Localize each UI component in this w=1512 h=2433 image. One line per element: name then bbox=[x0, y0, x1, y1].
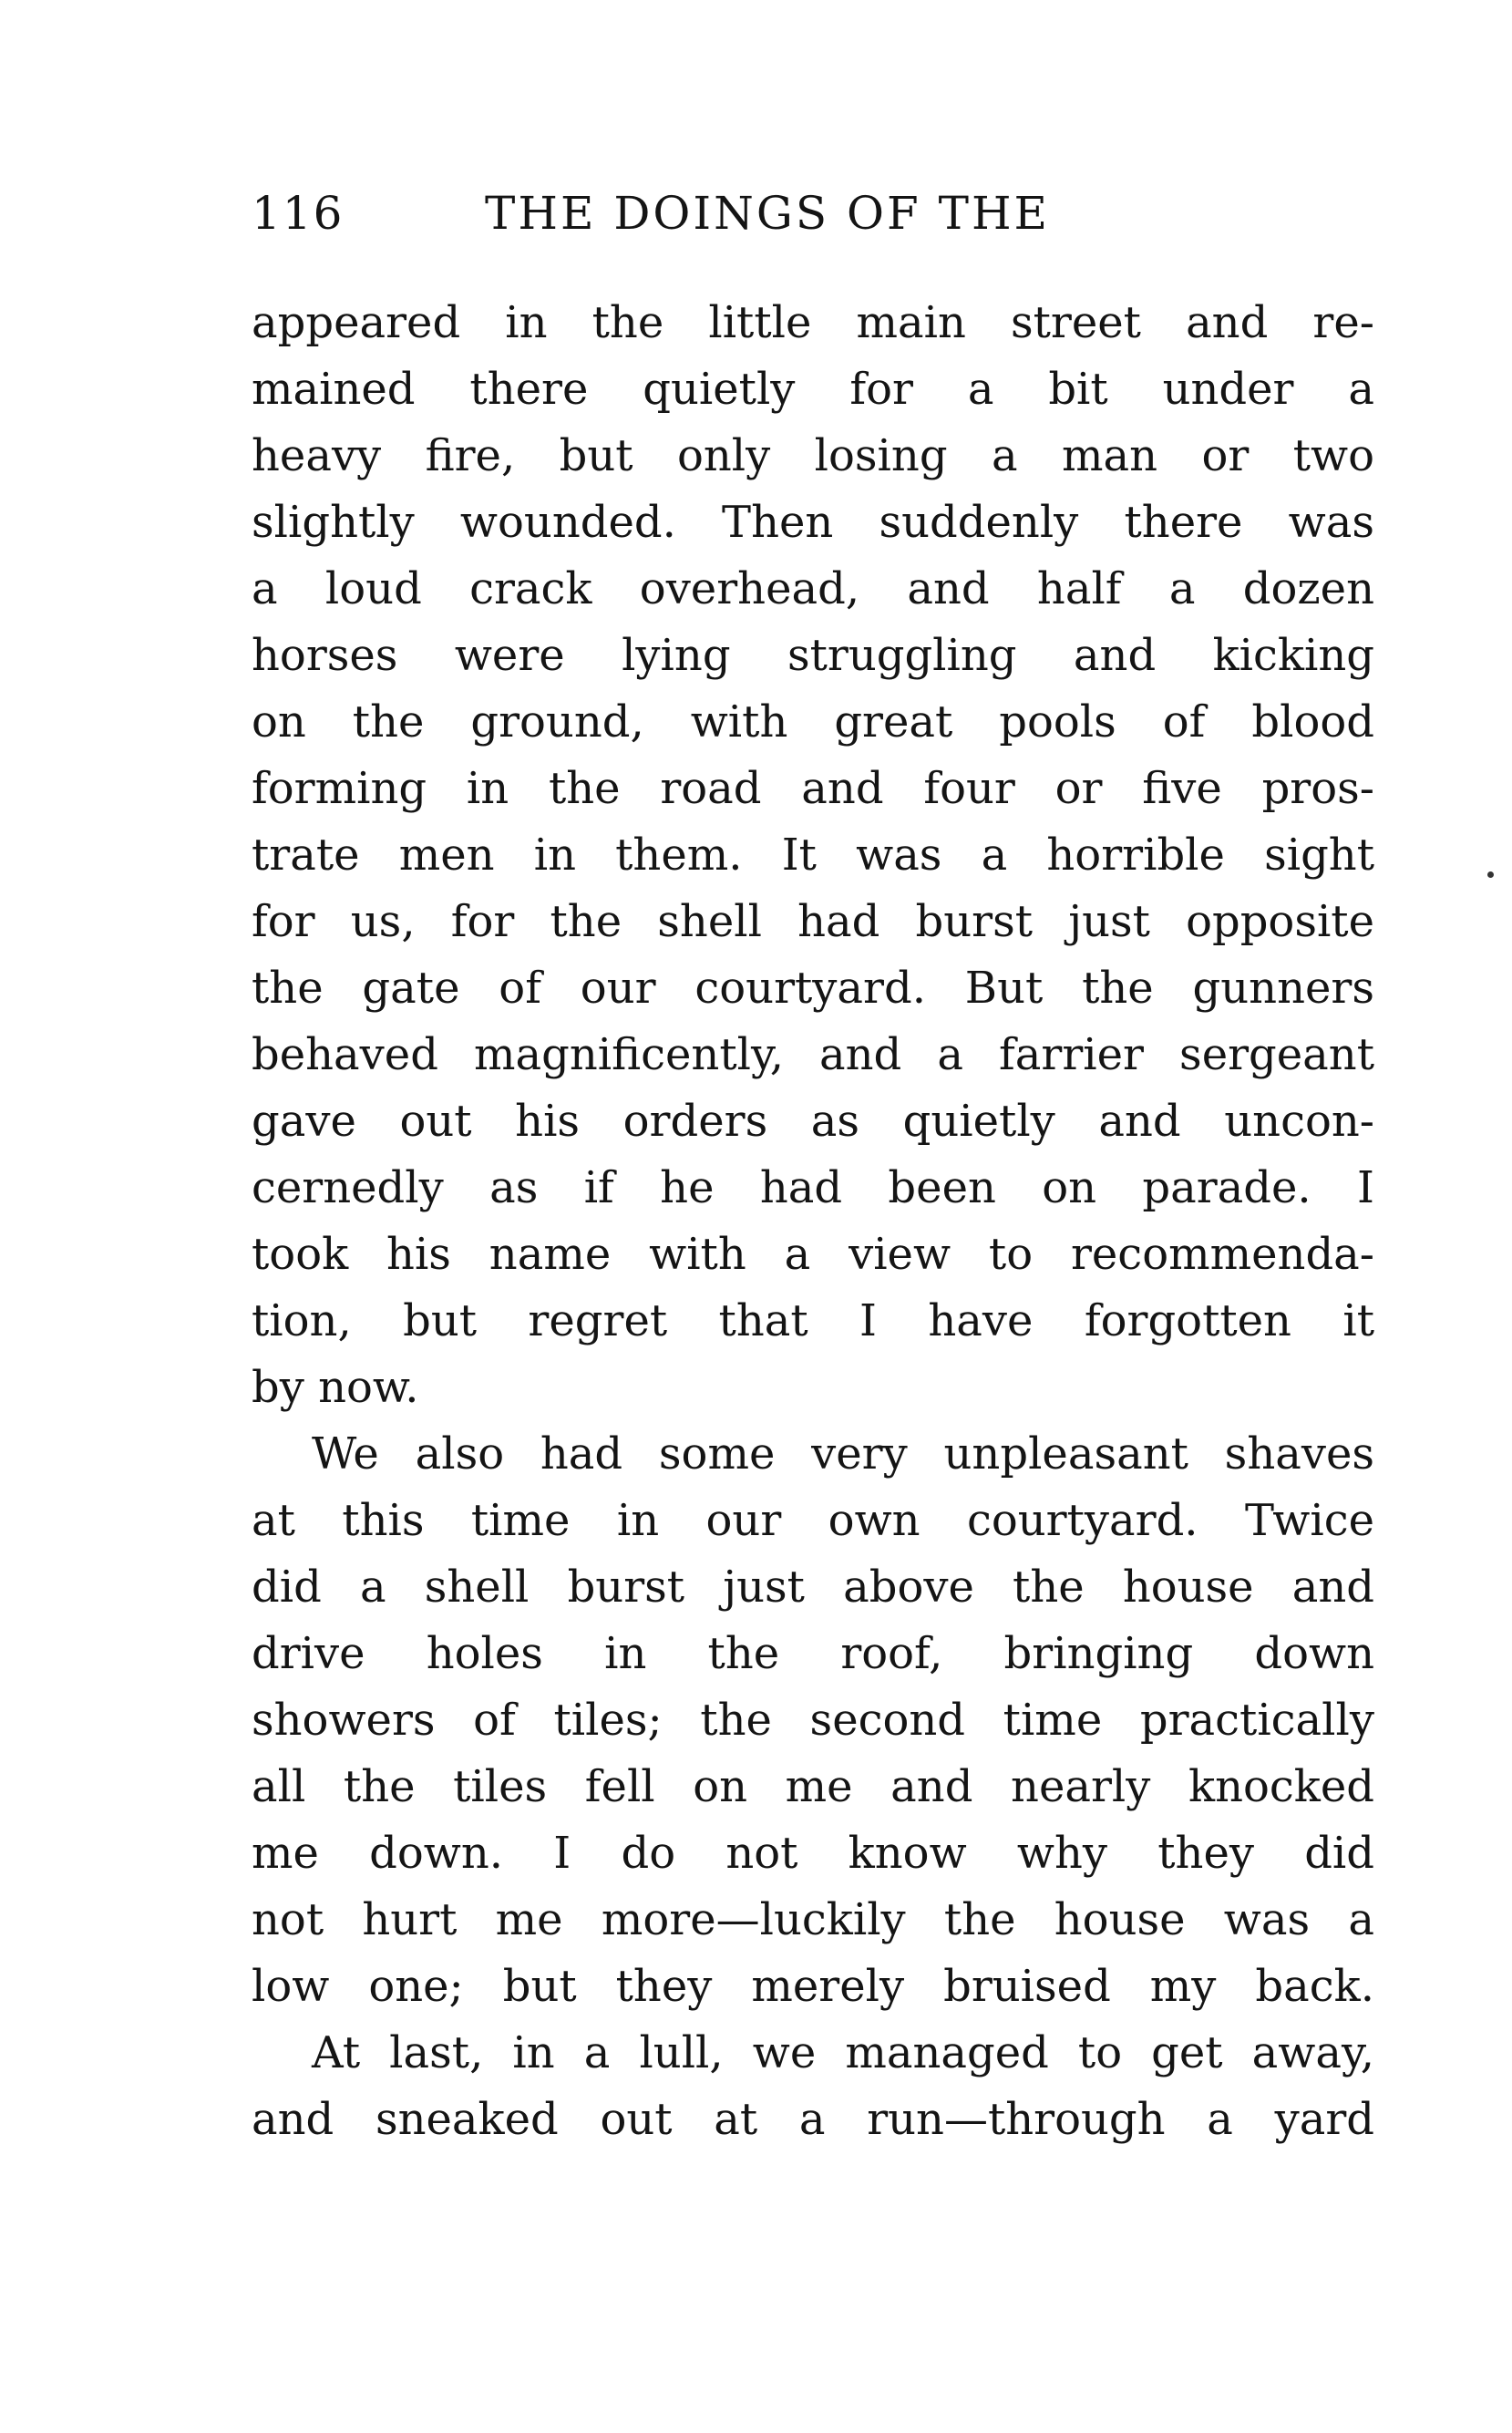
paragraph-3 bbox=[252, 2020, 1374, 2153]
running-head bbox=[252, 180, 1374, 246]
text-line: all the tiles fell on me and nearly knocked bbox=[252, 1761, 1374, 1812]
text-line: low one; but they merely bruised my back. bbox=[252, 1961, 1374, 2012]
text-line: slightly wounded. Then suddenly there was bbox=[252, 497, 1374, 548]
text-line: mained there quietly for a bit under a bbox=[252, 364, 1374, 415]
text-line: At last, in a lull, we managed to get away, bbox=[312, 2027, 1374, 2078]
text-line: did a shell burst just above the house and bbox=[252, 1562, 1374, 1613]
text-line: not hurt me more—luckily the house was a bbox=[252, 1894, 1374, 1945]
text-line: behaved magnificently, and a farrier sergeant bbox=[252, 1029, 1374, 1080]
body-text bbox=[252, 290, 1374, 2153]
text-line: tion, but regret that I have forgotten it bbox=[252, 1295, 1374, 1346]
text-line: by now. bbox=[252, 1362, 419, 1413]
text-line: a loud crack overhead, and half a dozen bbox=[252, 563, 1374, 614]
text-line: at this time in our own courtyard. Twice bbox=[252, 1495, 1374, 1546]
text-line: heavy fire, but only losing a man or two bbox=[252, 430, 1374, 481]
text-line: gave out his orders as quietly and uncon- bbox=[252, 1096, 1374, 1147]
text-line: We also had some very unpleasant shaves bbox=[312, 1428, 1374, 1479]
text-line: for us, for the shell had burst just opposite bbox=[252, 896, 1374, 947]
page-number: 116 bbox=[252, 187, 345, 240]
text-line: took his name with a view to recommenda- bbox=[252, 1229, 1374, 1280]
running-title: THE DOINGS OF THE bbox=[485, 187, 1051, 240]
margin-speck bbox=[1487, 871, 1494, 878]
paragraph-1 bbox=[252, 290, 1374, 1421]
text-line: cernedly as if he had been on parade. I bbox=[252, 1162, 1374, 1213]
text-line: showers of tiles; the second time practically bbox=[252, 1695, 1374, 1746]
paragraph-2 bbox=[252, 1421, 1374, 2020]
text-line: trate men in them. It was a horrible sight bbox=[252, 830, 1374, 881]
text-line: forming in the road and four or five pros- bbox=[252, 763, 1374, 814]
text-line: drive holes in the roof, bringing down bbox=[252, 1628, 1374, 1679]
text-line: and sneaked out at a run—through a yard bbox=[252, 2094, 1374, 2145]
text-line: horses were lying struggling and kicking bbox=[252, 630, 1374, 681]
text-line: appeared in the little main street and re- bbox=[252, 297, 1374, 348]
text-line: the gate of our courtyard. But the gunners bbox=[252, 963, 1374, 1014]
text-line: me down. I do not know why they did bbox=[252, 1828, 1374, 1879]
text-line: on the ground, with great pools of blood bbox=[252, 696, 1374, 747]
